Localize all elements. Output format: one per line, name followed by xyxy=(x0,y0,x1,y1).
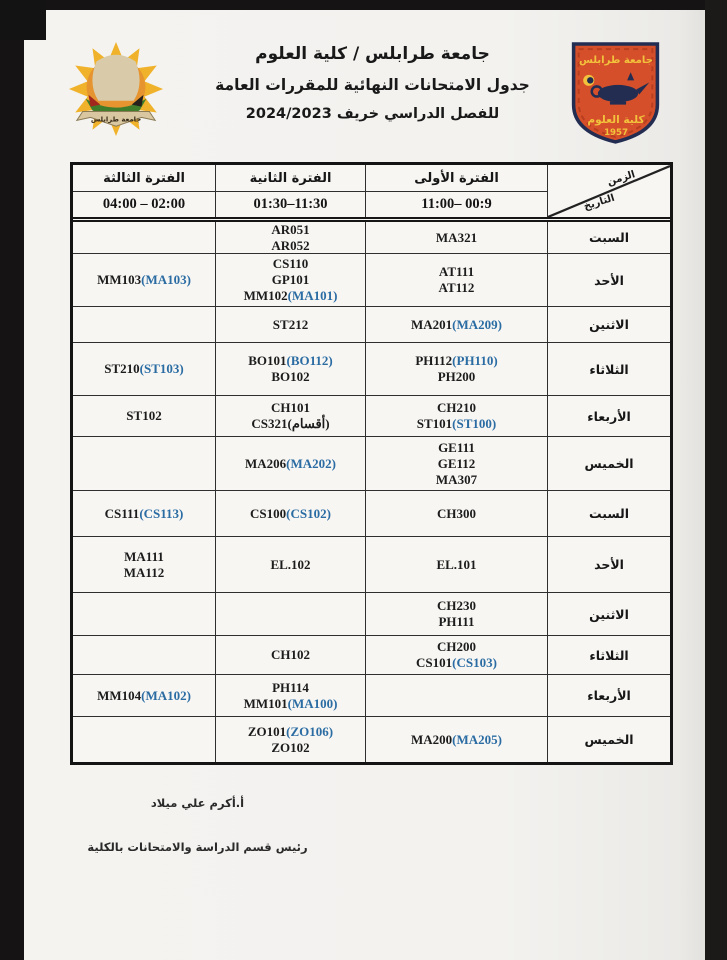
exam-cell xyxy=(73,437,216,490)
course-code-line xyxy=(250,506,331,522)
course-code-line xyxy=(271,400,310,416)
course-code-line xyxy=(271,647,310,663)
document-header xyxy=(185,44,560,122)
course-code-line xyxy=(438,614,474,630)
exam-table xyxy=(70,162,673,765)
course-code: MA307 xyxy=(435,471,478,487)
exam-cell xyxy=(366,636,548,674)
day-cell: الثلاثاء xyxy=(589,361,629,377)
exam-cell xyxy=(73,593,216,635)
course-code-line xyxy=(437,639,476,655)
course-code-line xyxy=(436,557,476,573)
course-code: MM101 xyxy=(243,695,288,711)
exam-cell xyxy=(366,222,548,253)
course-code: ST101 xyxy=(416,416,453,431)
course-code: AR052 xyxy=(271,237,310,253)
course-code: EL.101 xyxy=(436,556,477,572)
alt-course-code: (ST103) xyxy=(139,361,184,376)
day-cell: الخميس xyxy=(584,732,634,747)
course-code: MM104 xyxy=(97,687,142,703)
course-code: PH111 xyxy=(438,614,475,629)
faculty-of-science-shield-logo xyxy=(567,40,664,146)
course-code: CH200 xyxy=(437,639,476,654)
course-code: CS100 xyxy=(250,505,287,521)
exam-cell xyxy=(366,343,548,395)
table-row xyxy=(73,717,670,762)
course-code: BO101 xyxy=(248,353,287,368)
exam-cell xyxy=(366,537,548,592)
exam-cell xyxy=(216,307,366,342)
university-of-tripoli-emblem xyxy=(62,40,170,138)
period-3-time: 04:00 – 02:00 xyxy=(102,196,186,212)
course-code-line xyxy=(104,361,183,377)
course-code: CS321 xyxy=(251,416,288,431)
exam-cell xyxy=(73,254,216,306)
exam-cell xyxy=(366,491,548,536)
course-code: ST102 xyxy=(126,408,162,423)
course-code-line xyxy=(438,456,476,472)
exam-cell xyxy=(216,717,366,762)
exam-cell xyxy=(366,396,548,436)
course-code-line xyxy=(437,400,476,416)
course-code: ST210 xyxy=(104,361,140,376)
exam-cell xyxy=(73,343,216,395)
exam-cell xyxy=(216,343,366,395)
corner-date-label: التاريخ xyxy=(582,192,617,213)
period-3-label: الفترة الثالثة xyxy=(73,165,215,192)
photo-border-top-left xyxy=(0,0,46,40)
page-subtitle: جدول الامتحانات النهائية للمقررات العامة xyxy=(215,76,530,94)
signature-title: رئيس قسم الدراسة والامتحانات بالكلية xyxy=(87,840,308,854)
exam-cell xyxy=(216,636,366,674)
alt-course-code: (ST100) xyxy=(452,416,497,431)
exam-cell xyxy=(216,254,366,306)
course-code-line xyxy=(126,408,161,424)
course-code: MM102 xyxy=(243,288,288,303)
course-code: GE111 xyxy=(438,439,475,455)
course-code-line xyxy=(411,732,502,748)
course-code-line xyxy=(436,472,477,488)
exam-cell xyxy=(216,437,366,490)
alt-course-code: (MA100) xyxy=(287,695,338,711)
day-cell: الاثنين xyxy=(589,606,629,622)
exam-cell xyxy=(73,307,216,342)
course-code-line xyxy=(417,416,496,432)
course-code: ZO102 xyxy=(271,739,310,755)
exam-table-body xyxy=(73,222,670,762)
table-row xyxy=(73,636,670,675)
course-code-line xyxy=(438,440,475,456)
exam-cell xyxy=(73,537,216,592)
course-code-line xyxy=(244,288,338,304)
table-row xyxy=(73,593,670,636)
day-cell: الأربعاء xyxy=(587,408,631,424)
course-code: MA321 xyxy=(435,229,478,245)
semester-line: للفصل الدراسي خريف 2024/2023 xyxy=(245,106,500,122)
course-code: AR051 xyxy=(271,221,310,237)
course-code: GE112 xyxy=(437,455,476,471)
exam-cell xyxy=(366,307,548,342)
course-code: MA112 xyxy=(123,564,165,580)
course-code: PH200 xyxy=(437,369,476,384)
alt-course-code: (CS113) xyxy=(139,505,184,521)
course-code-line xyxy=(416,655,497,671)
course-code: CH102 xyxy=(271,647,310,662)
period-2-time: 01:30–11:30 xyxy=(253,196,328,212)
exam-cell xyxy=(73,222,216,253)
exam-cell xyxy=(216,537,366,592)
table-row xyxy=(73,537,670,593)
course-code: AT111 xyxy=(438,264,475,279)
course-code-line xyxy=(438,369,476,385)
day-cell: الأحد xyxy=(594,272,624,288)
course-code: BO102 xyxy=(271,369,310,384)
day-cell: الاثنين xyxy=(589,317,629,332)
course-code-line xyxy=(97,272,191,288)
alt-course-code: (MA101) xyxy=(287,288,338,303)
course-code-line xyxy=(272,272,310,288)
course-code-line xyxy=(271,238,309,254)
course-code: PH114 xyxy=(272,679,309,695)
course-code-line xyxy=(436,230,477,246)
exam-cell xyxy=(216,396,366,436)
time-date-corner-cell xyxy=(548,165,670,217)
alt-course-code: (أقسام) xyxy=(287,416,330,431)
course-code: CH101 xyxy=(271,400,310,415)
day-cell: الأحد xyxy=(594,557,624,572)
day-cell: السبت xyxy=(588,506,630,521)
table-row xyxy=(73,343,670,396)
course-code-line xyxy=(105,506,184,522)
period-1-time: 11:00– 00:9 xyxy=(421,196,492,212)
course-code-line xyxy=(273,317,308,333)
diagonal-divider xyxy=(548,165,670,217)
table-row xyxy=(73,491,670,537)
period-1-label: الفترة الأولى xyxy=(366,165,547,192)
course-code: CS110 xyxy=(272,256,309,271)
course-code-line xyxy=(437,598,476,614)
course-code-line xyxy=(248,724,333,740)
course-code-line xyxy=(273,256,308,272)
table-row xyxy=(73,437,670,491)
alt-course-code: (MA102) xyxy=(141,687,191,703)
period-1-header xyxy=(366,165,548,217)
course-code-line xyxy=(270,557,310,573)
course-code: CH230 xyxy=(437,598,476,613)
course-code: CH210 xyxy=(437,400,476,415)
course-code: MA206 xyxy=(245,455,287,471)
alt-course-code: (PH110) xyxy=(452,353,498,368)
course-code: GP101 xyxy=(271,272,310,287)
course-code-line xyxy=(437,506,476,522)
course-code-line xyxy=(439,280,475,296)
day-cell: السبت xyxy=(588,230,630,245)
table-row xyxy=(73,675,670,717)
right-logo-bottom-text: كلية العلوم xyxy=(587,113,645,126)
left-logo-banner-text: جامعة طرابلس xyxy=(90,115,142,124)
exam-cell xyxy=(366,717,548,762)
course-code: CH300 xyxy=(437,505,476,521)
photo-border-right xyxy=(705,0,727,960)
right-logo-year: 1957 xyxy=(604,127,628,138)
signature-name: أ.أكرم علي ميلاد xyxy=(150,796,245,810)
course-code-line xyxy=(97,688,191,704)
course-code-line xyxy=(124,565,164,581)
course-code-line xyxy=(251,416,329,432)
alt-course-code: (BO112) xyxy=(286,353,333,368)
course-code: MA111 xyxy=(124,548,164,564)
course-code: ZO101 xyxy=(247,723,287,739)
exam-cell xyxy=(366,437,548,490)
exam-cell xyxy=(73,675,216,716)
exam-cell xyxy=(73,396,216,436)
course-code-line xyxy=(439,264,474,280)
day-cell: الأربعاء xyxy=(587,688,631,703)
course-code: PH112 xyxy=(415,353,453,368)
course-code-line xyxy=(415,353,497,369)
course-code: MA201 xyxy=(411,316,453,332)
alt-course-code: (CS102) xyxy=(286,505,331,521)
course-code-line xyxy=(245,456,336,472)
course-code-line xyxy=(244,696,338,712)
corner-time-label: الزمن xyxy=(605,169,637,189)
course-code-line xyxy=(248,353,333,369)
exam-table-header xyxy=(73,165,670,222)
exam-cell xyxy=(366,593,548,635)
alt-course-code: (MA202) xyxy=(286,455,336,471)
alt-course-code: (CS103) xyxy=(452,655,497,670)
period-2-label: الفترة الثانية xyxy=(216,165,365,192)
course-code: CS111 xyxy=(104,505,140,521)
exam-cell xyxy=(216,593,366,635)
course-code: CS101 xyxy=(416,655,453,670)
period-2-header xyxy=(216,165,366,217)
exam-cell xyxy=(73,636,216,674)
day-cell: الثلاثاء xyxy=(589,647,629,663)
table-row xyxy=(73,307,670,343)
exam-cell xyxy=(366,675,548,716)
alt-course-code: (MA209) xyxy=(452,316,502,332)
course-code: MA200 xyxy=(411,731,453,747)
course-code: MM103 xyxy=(97,272,142,287)
exam-cell xyxy=(366,254,548,306)
course-code: AT112 xyxy=(438,280,475,295)
exam-cell xyxy=(216,222,366,253)
exam-cell xyxy=(216,491,366,536)
day-cell: الخميس xyxy=(584,456,634,471)
course-code-line xyxy=(271,369,309,385)
table-row xyxy=(73,222,670,254)
course-code-line xyxy=(124,549,164,565)
exam-cell xyxy=(73,717,216,762)
course-code: ST212 xyxy=(272,316,309,332)
course-code: EL.102 xyxy=(270,556,311,572)
course-code-line xyxy=(271,740,309,756)
course-code-line xyxy=(271,222,309,238)
page-title: جامعة طرابلس / كلية العلوم xyxy=(255,44,490,64)
signature-block xyxy=(80,796,315,854)
exam-cell xyxy=(73,491,216,536)
course-code-line xyxy=(272,680,309,696)
period-3-header xyxy=(73,165,216,217)
course-code-line xyxy=(411,317,502,333)
alt-course-code: (MA103) xyxy=(141,272,191,287)
table-row xyxy=(73,396,670,437)
right-logo-top-text: جامعة طرابلس xyxy=(579,55,653,67)
alt-course-code: (MA205) xyxy=(452,731,502,747)
exam-cell xyxy=(216,675,366,716)
table-row xyxy=(73,254,670,307)
alt-course-code: (ZO106) xyxy=(286,723,334,739)
